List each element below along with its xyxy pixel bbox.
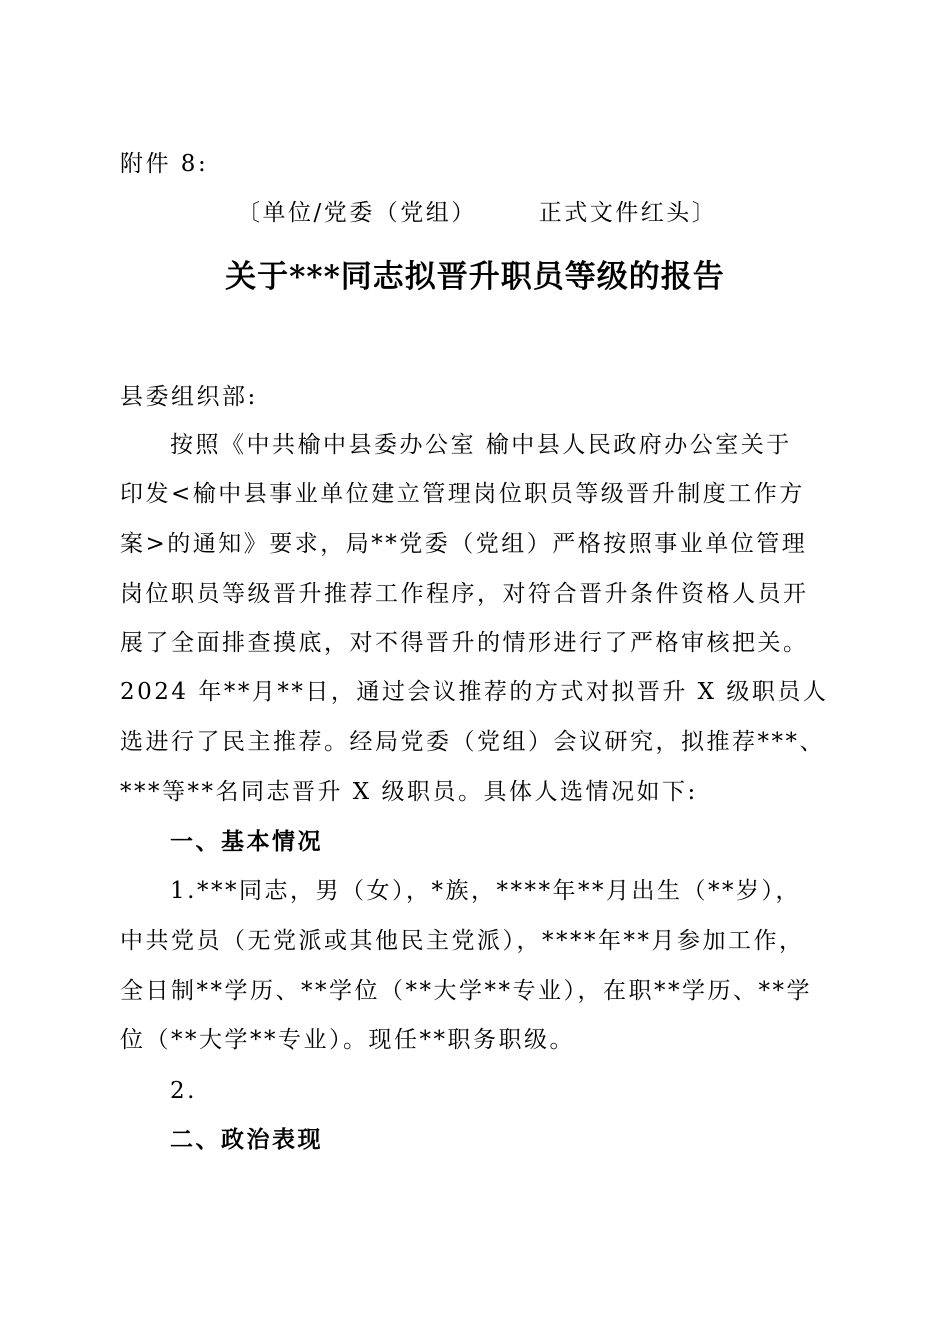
item1-line: 全日制**学历、**学位（**大学**专业），在职**学历、**学 xyxy=(120,978,812,1004)
item1-line: 位（**大学**专业）。现任**职务职级。 xyxy=(120,1027,575,1053)
salutation: 县委组织部: xyxy=(120,384,258,410)
document-title: 关于***同志拟晋升职员等级的报告 xyxy=(225,259,725,295)
red-header-part2: 正式文件红头〕 xyxy=(538,200,718,226)
item2-label: 2. xyxy=(170,1078,197,1104)
attachment-label: 附件 8: xyxy=(120,151,209,177)
section1-heading: 一、基本情况 xyxy=(170,829,323,855)
red-header-part1: 〔单位/党委（党组） xyxy=(237,200,477,226)
paragraph1-line: 2024 年**月**日，通过会议推荐的方式对拟晋升 X 级职员人 xyxy=(120,679,829,705)
paragraph1-line: 选进行了民主推荐。经局党委（党组）会议研究，拟推荐***、 xyxy=(120,729,825,755)
paragraph1-line: 按照《中共榆中县委办公室 榆中县人民政府办公室关于 xyxy=(170,432,792,458)
paragraph1-line: 展了全面排查摸底，对不得晋升的情形进行了严格审核把关。 xyxy=(120,630,809,656)
red-header-placeholder xyxy=(237,198,717,228)
paragraph1-line: 印发<榆中县事业单位建立管理岗位职员等级晋升制度工作方 xyxy=(120,481,805,507)
paragraph1-line: 岗位职员等级晋升推荐工作程序，对符合晋升条件资格人员开 xyxy=(120,581,809,607)
item1-line: 1.***同志，男（女），*族，****年**月出生（**岁）， xyxy=(170,878,801,904)
paragraph1-line: ***等**名同志晋升 X 级职员。具体人选情况如下: xyxy=(120,779,698,805)
item1-line: 中共党员（无党派或其他民主党派），****年**月参加工作， xyxy=(120,928,805,954)
paragraph1-line: 案>的通知》要求，局**党委（党组）严格按照事业单位管理 xyxy=(120,531,808,557)
section2-heading: 二、政治表现 xyxy=(170,1127,323,1153)
